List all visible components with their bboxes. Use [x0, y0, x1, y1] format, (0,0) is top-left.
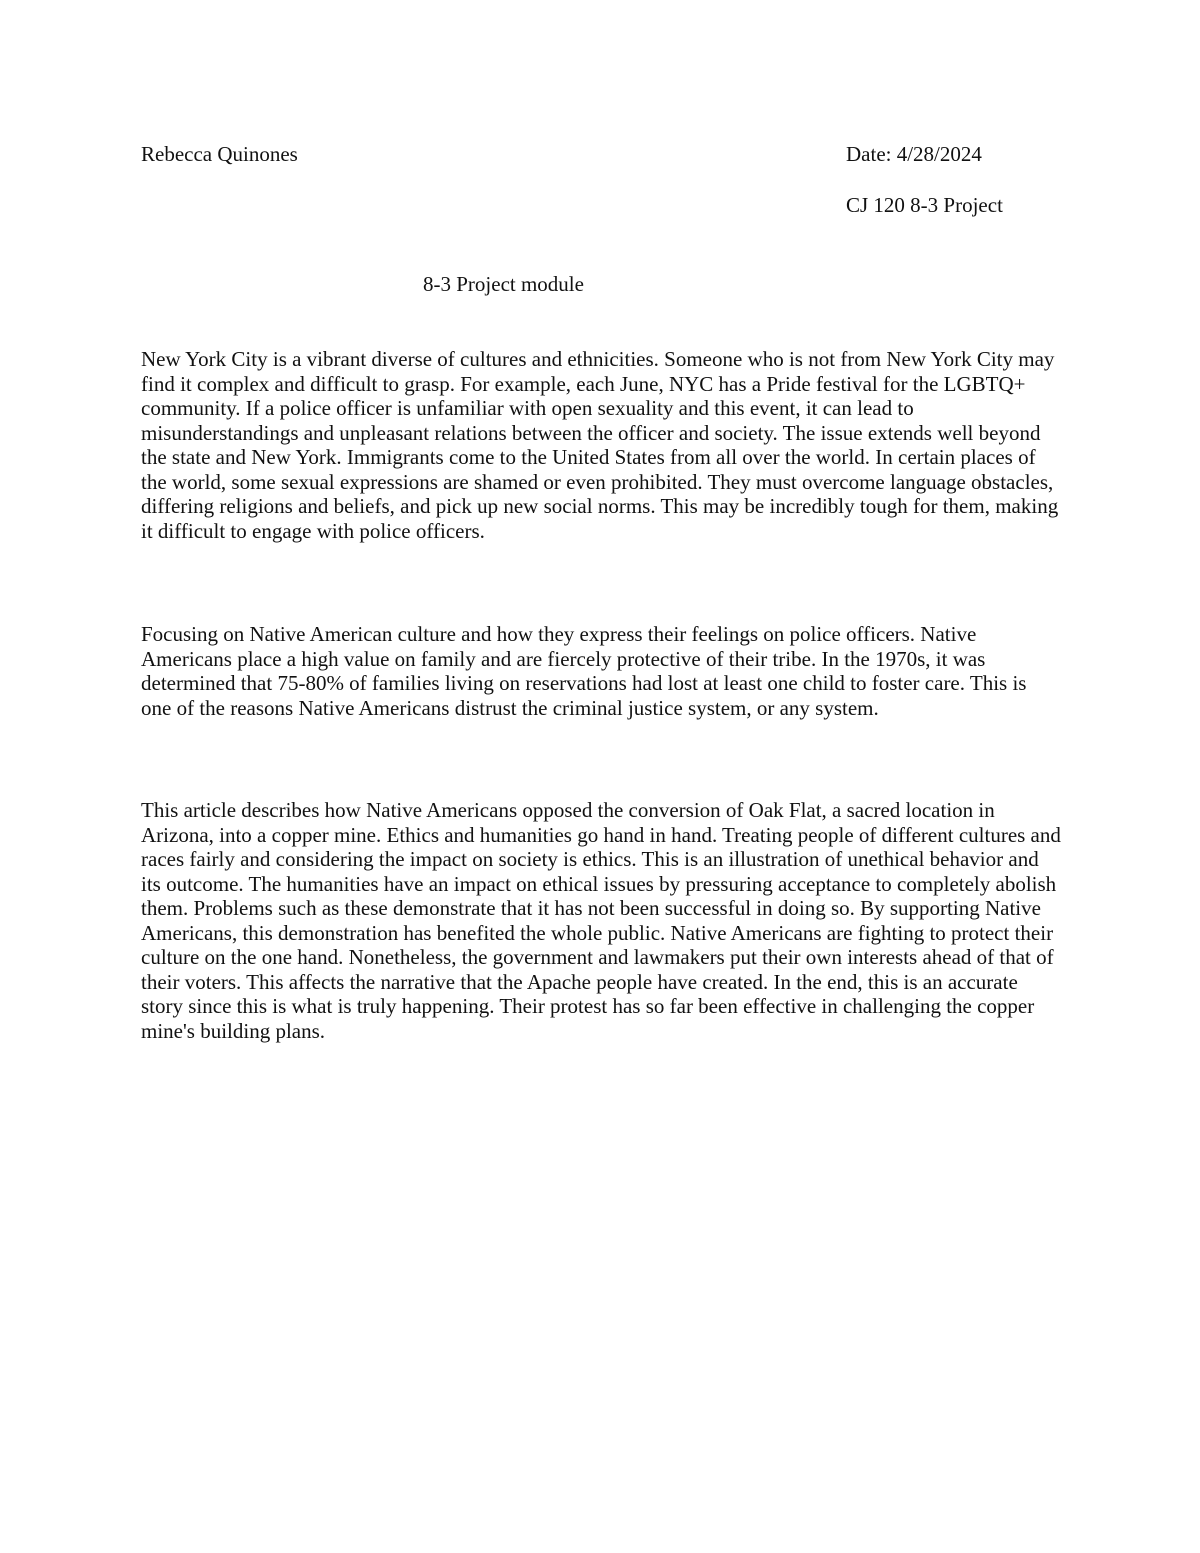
- document-title: 8-3 Project module: [423, 272, 584, 296]
- author-name: Rebecca Quinones: [141, 142, 298, 166]
- body-paragraph-1: New York City is a vibrant diverse of cultures and ethnicities. Someone who is not from New York City may find it complex and difficult to grasp. For example, each June, NYC has a Pride festival for the LGBTQ+ community. If a police officer is unfamiliar with open sexuality and this event, it can lead to misunderstandings and unpleasant relations between the officer and society. The issue extends well beyond the state and New York. Immigrants come to the United States from all over the world. In certain places of the world, some sexual expressions are shamed or even prohibited. They must overcome language obstacles, differing religions and beliefs, and pick up new social norms. This may be incredibly tough for them, making it difficult to engage with police officers.: [141, 347, 1059, 543]
- document-date: Date: 4/28/2024: [846, 142, 982, 166]
- body-paragraph-2: Focusing on Native American culture and how they express their feelings on police officers. Native Americans place a high value on family and are fiercely protective of their tribe. In the 1970s, it was determined that 75-80% of families living on reservations had lost at least one child to foster care. This is one of the reasons Native Americans distrust the criminal justice system, or any system.: [141, 622, 1027, 720]
- body-paragraph-3: This article describes how Native Americans opposed the conversion of Oak Flat, a sacred location in Arizona, into a copper mine. Ethics and humanities go hand in hand. Treating people of different cultures and races fairly and considering the impact on society is ethics. This is an illustration of unethical behavior and its outcome. The humanities have an impact on ethical issues by pressuring acceptance to completely abolish them. Problems such as these demonstrate that it has not been successful in doing so. By supporting Native Americans, this demonstration has benefited the whole public. Native Americans are fighting to protect their culture on the one hand. Nonetheless, the government and lawmakers put their own interests ahead of that of their voters. This affects the narrative that the Apache people have created. In the end, this is an accurate story since this is what is truly happening. Their protest has so far been effective in challenging the copper mine's building plans.: [141, 798, 1061, 1043]
- course-label: CJ 120 8-3 Project: [846, 193, 1003, 217]
